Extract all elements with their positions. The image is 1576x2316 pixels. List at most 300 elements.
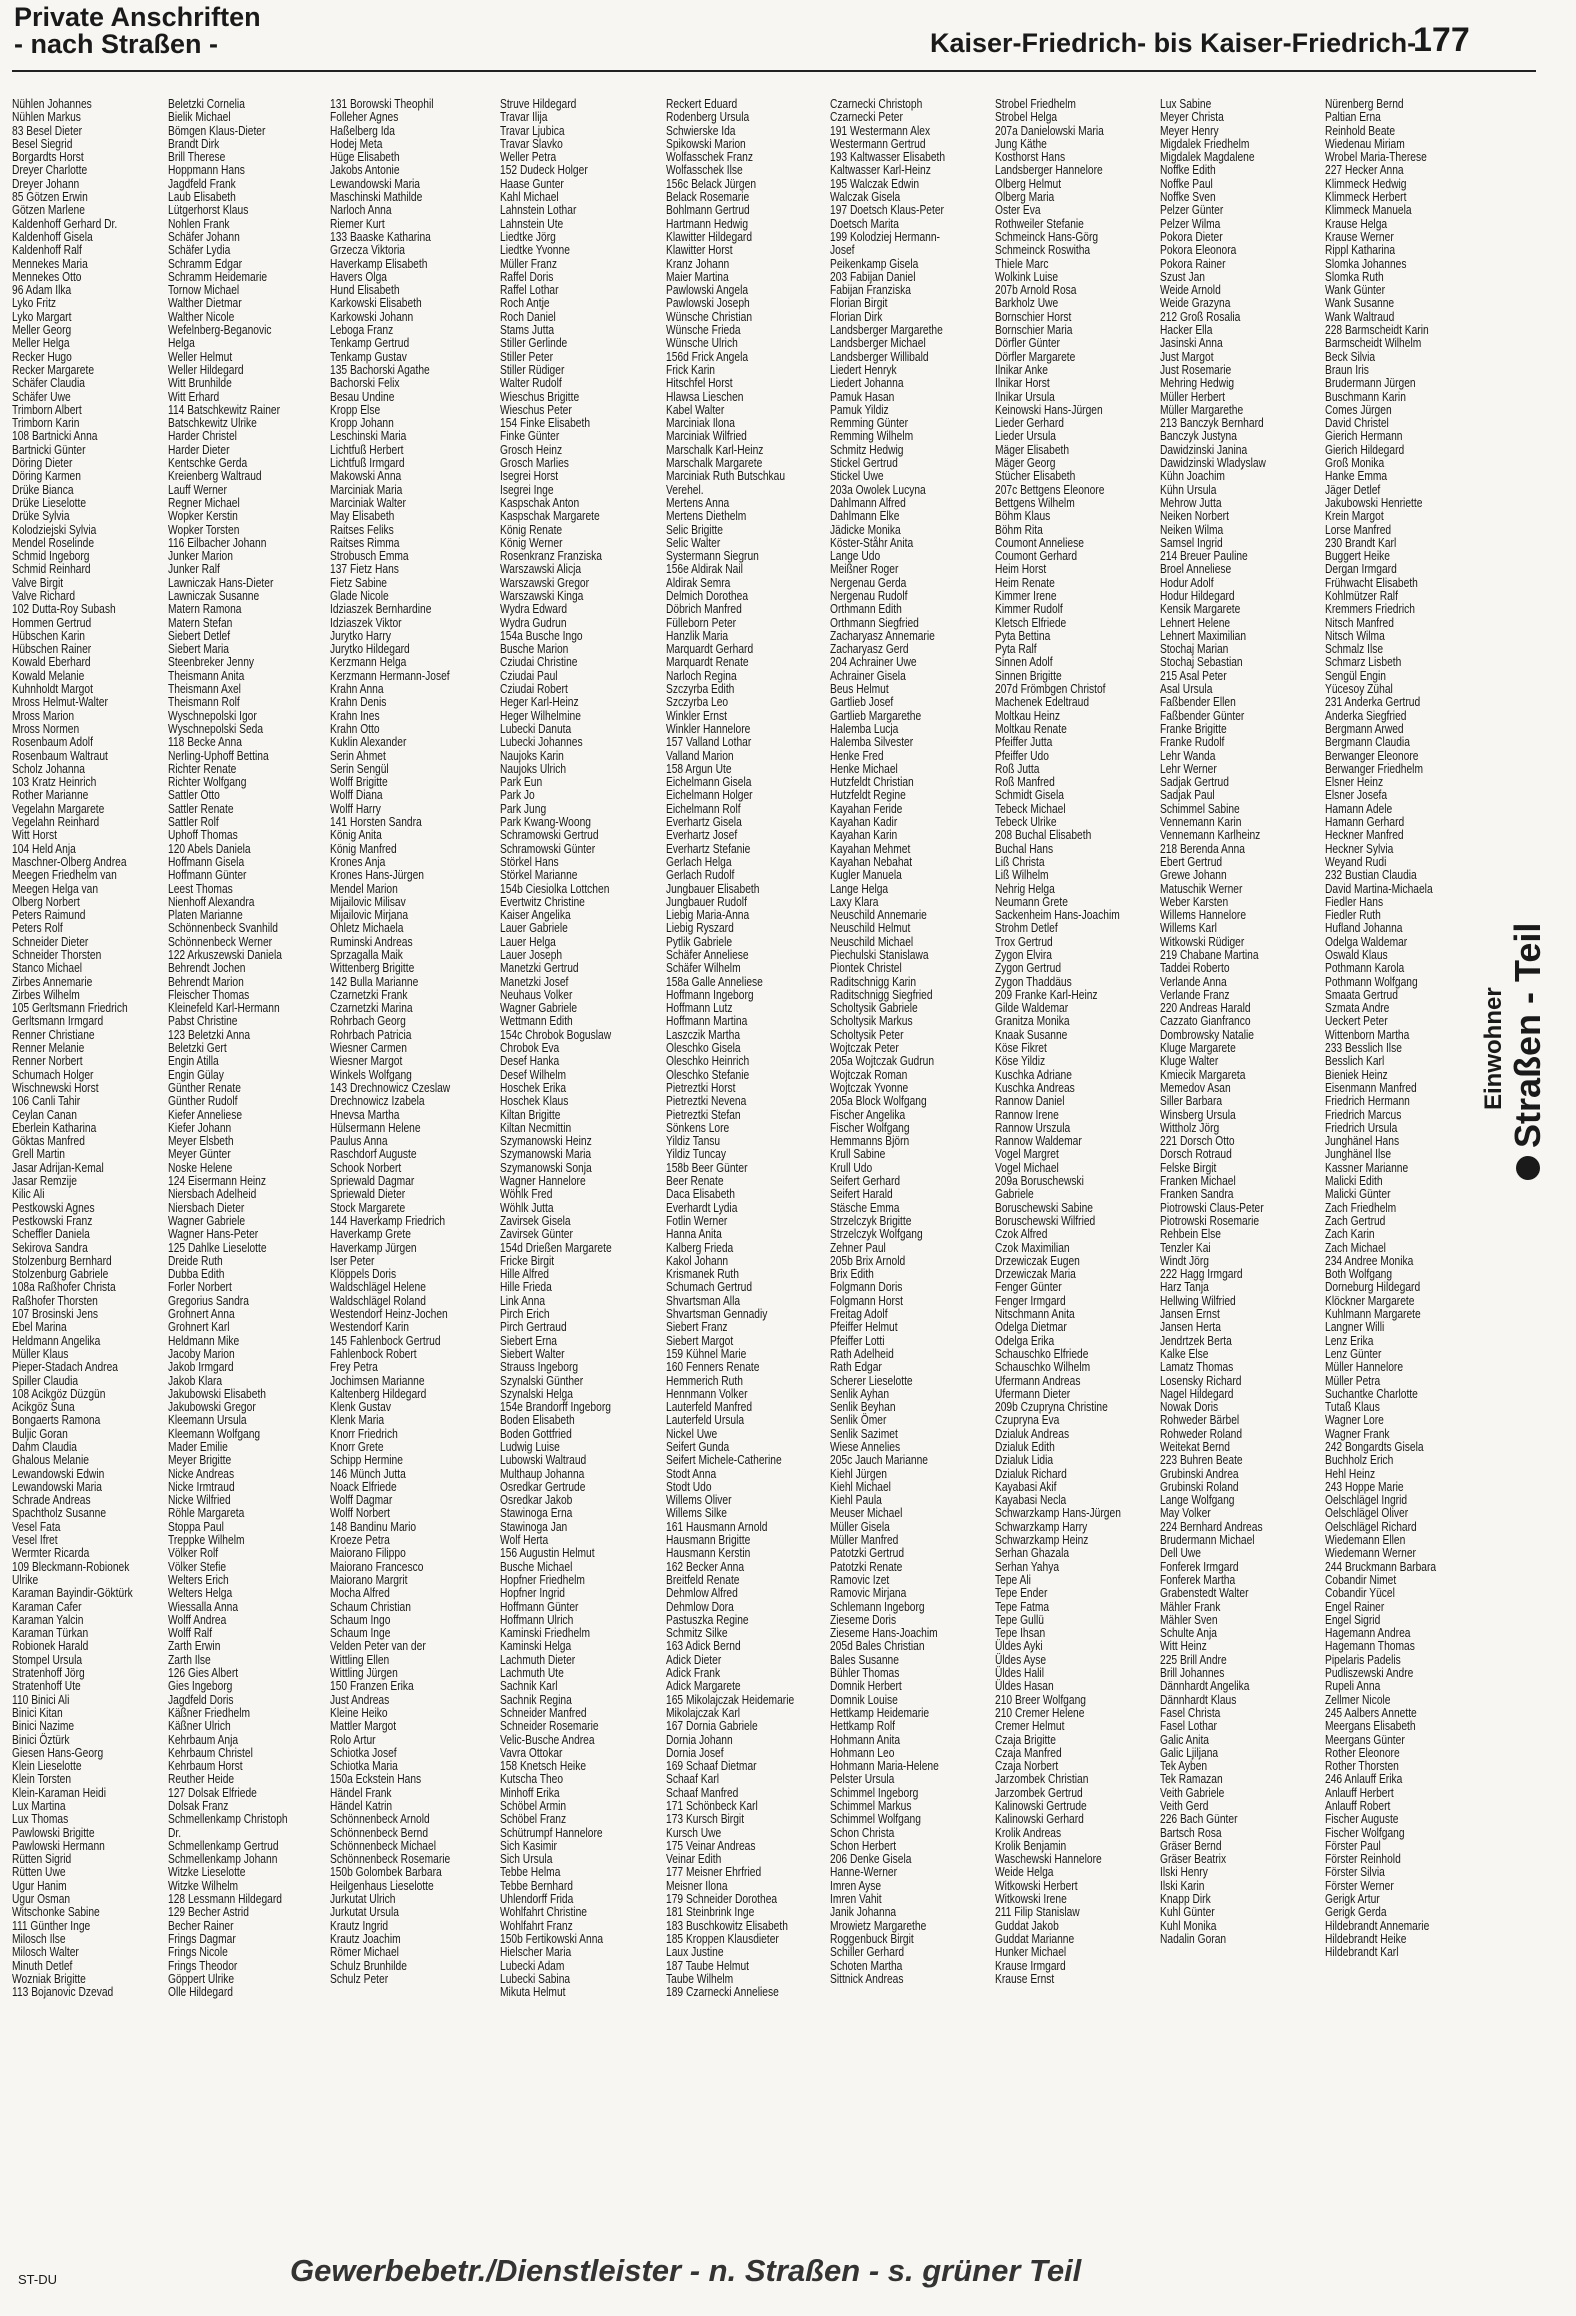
directory-entry: Kaspschak Margarete <box>500 509 600 524</box>
directory-entry: Nühlen Johannes <box>12 98 92 111</box>
directory-entry: Gerlach Rudolf <box>666 868 735 883</box>
directory-entry: Hübschen Karin <box>12 628 85 643</box>
directory-entry: Ceylan Canan <box>12 1107 77 1122</box>
directory-entry: Lawniczak Susanne <box>168 588 260 603</box>
directory-entry: Harz Tanja <box>1160 1280 1209 1295</box>
directory-entry: Franke Rudolf <box>1160 735 1225 750</box>
directory-entry: Robionek Harald <box>12 1639 89 1654</box>
directory-entry: Taube Wilhelm <box>666 1971 734 1986</box>
directory-entry: Meyer Henry <box>1160 123 1219 138</box>
directory-entry: Ugur Osman <box>12 1892 71 1907</box>
directory-entry: Lewandowski Edwin <box>12 1466 105 1481</box>
directory-entry: 126 Gies Albert <box>168 1666 239 1681</box>
directory-entry: Sattler Rolf <box>168 815 219 830</box>
directory-entry: 209a Boruschewski <box>995 1174 1084 1189</box>
directory-entry: Drüke Sylvia <box>12 509 70 524</box>
directory-entry: Jakobs Antonie <box>330 163 400 178</box>
directory-entry: 214 Breuer Pauline <box>1160 549 1248 564</box>
directory-entry: Patotzki Gertrud <box>830 1546 905 1561</box>
directory-entry: Kayabasi Necla <box>995 1493 1067 1508</box>
directory-entry: Reinhold Beate <box>1325 123 1396 138</box>
directory-entry: Anlauff Herbert <box>1325 1785 1394 1800</box>
directory-entry: Brudermann Jürgen <box>1325 376 1416 391</box>
directory-entry: Reckert Eduard <box>666 98 738 111</box>
directory-entry: Lütgerhorst Klaus <box>168 203 249 218</box>
directory-entry: Dörfler Margarete <box>995 349 1076 364</box>
directory-entry: Westendorf Karin <box>330 1320 410 1335</box>
directory-entry: Schaum Ingo <box>330 1612 391 1627</box>
directory-entry: Recker Hugo <box>12 349 72 364</box>
directory-entry: Schaum Inge <box>330 1626 391 1641</box>
directory-entry: Schoten Martha <box>830 1958 903 1973</box>
directory-entry: Kayabasi Akif <box>995 1479 1057 1494</box>
directory-entry: Bartnicki Günter <box>12 442 86 457</box>
directory-entry: Jakob Klara <box>168 1373 223 1388</box>
directory-entry: 203 Fabijan Daniel <box>830 269 916 284</box>
directory-column-5 <box>666 98 794 2273</box>
directory-entry: Tebeck Ulrike <box>995 815 1057 830</box>
directory-entry: 207d Frömbgen Christof <box>995 682 1106 697</box>
directory-entry: Spachtholz Susanne <box>12 1506 107 1521</box>
directory-entry: Völker Rolf <box>168 1546 219 1561</box>
directory-entry: Dörfler Günter <box>995 336 1060 351</box>
directory-entry: Wyschnepolski Igor <box>168 708 257 723</box>
directory-entry: Siller Barbara <box>1160 1094 1223 1109</box>
directory-entry: Rupeli Anna <box>1325 1679 1381 1694</box>
directory-entry: Neuschild Helmut <box>830 921 911 936</box>
directory-entry: König Manfred <box>330 841 397 856</box>
directory-entry: Oelschlägel Oliver <box>1325 1506 1409 1521</box>
directory-entry: Siebert Franz <box>666 1320 728 1335</box>
directory-entry: Heilgenhaus Lieselotte <box>330 1878 434 1893</box>
directory-entry: Wittling Jürgen <box>330 1666 398 1681</box>
directory-entry: Klawitter Horst <box>666 243 733 258</box>
directory-entry: Regner Michael <box>168 495 240 510</box>
directory-entry: Halemba Silvester <box>830 735 914 750</box>
directory-entry: Folgmann Doris <box>830 1280 903 1295</box>
directory-column-9 <box>1325 98 1436 2273</box>
directory-entry: Weller Hildegard <box>168 362 244 377</box>
directory-entry: Schaaf Manfred <box>666 1785 739 1800</box>
directory-entry: Osredkar Jakob <box>500 1493 573 1508</box>
directory-entry: 225 Brill Andre <box>1160 1652 1227 1667</box>
directory-entry: Kmiecik Margareta <box>1160 1067 1246 1082</box>
directory-entry: Czarnecki Christoph <box>830 98 923 111</box>
directory-entry: Hodur Adolf <box>1160 575 1214 590</box>
directory-entry: Zarth Erwin <box>168 1639 221 1654</box>
directory-entry: Eberlein Katharina <box>12 1120 97 1135</box>
directory-entry: Thiele Marc <box>995 256 1049 271</box>
directory-entry: Paulus Anna <box>330 1134 388 1149</box>
directory-entry: Pothmann Wolfgang <box>1325 974 1418 989</box>
directory-entry: Oelschlägel Ingrid <box>1325 1493 1408 1508</box>
directory-entry: Heim Horst <box>995 562 1047 577</box>
directory-entry: Everhartz Stefanie <box>666 841 751 856</box>
directory-entry: Zach Friedhelm <box>1325 1200 1397 1215</box>
directory-entry: Hagemann Thomas <box>1325 1639 1415 1654</box>
directory-entry: Mross Normen <box>12 721 80 736</box>
directory-entry: Remming Wilhelm <box>830 429 914 444</box>
directory-entry: Seifert Gunda <box>666 1439 730 1454</box>
directory-entry: 145 Fahlenbock Gertrud <box>330 1333 441 1348</box>
directory-entry: Welters Erich <box>168 1572 229 1587</box>
directory-entry: Schönnenbeck Rosemarie <box>330 1852 451 1867</box>
directory-entry: Besel Siegrid <box>12 136 73 151</box>
directory-entry: Machenek Edeltraud <box>995 695 1090 710</box>
directory-entry: Jung Käthe <box>995 136 1047 151</box>
directory-entry: Witschonke Sabine <box>12 1905 100 1920</box>
directory-entry: Hemmanns Björn <box>830 1134 910 1149</box>
directory-entry: Kayahan Kadir <box>830 815 898 830</box>
directory-entry: Willems Karl <box>1160 921 1217 936</box>
directory-entry: Lauterfeld Ursula <box>666 1413 745 1428</box>
directory-entry: Kiehl Jürgen <box>830 1466 887 1481</box>
directory-entry: Dahlmann Alfred <box>830 495 906 510</box>
directory-entry: Scholtysik Markus <box>830 1014 913 1029</box>
directory-entry: Henke Michael <box>830 761 898 776</box>
directory-entry: 208 Buchal Elisabeth <box>995 828 1092 843</box>
directory-entry: Wiesner Margot <box>330 1054 403 1069</box>
directory-entry: Walter Rudolf <box>500 376 562 391</box>
directory-entry: Fiedler Ruth <box>1325 908 1381 923</box>
directory-entry: Klöppels Doris <box>330 1267 397 1282</box>
directory-entry: Mocha Alfred <box>330 1586 390 1601</box>
directory-entry: Raitses Rimma <box>330 535 400 550</box>
directory-entry: König Anita <box>330 828 382 843</box>
directory-entry: Kuhl Monika <box>1160 1918 1217 1933</box>
directory-entry: Wünsche Christian <box>666 309 753 324</box>
directory-entry: Halemba Lucja <box>830 721 899 736</box>
directory-entry: Daca Elisabeth <box>666 1187 735 1202</box>
directory-entry: Pestkowski Franz <box>12 1213 93 1228</box>
directory-entry: Kabel Walter <box>666 402 725 417</box>
directory-entry: Besslich Karl <box>1325 1054 1385 1069</box>
directory-entry: Czaja Brigitte <box>995 1732 1056 1747</box>
directory-entry: Stücher Elisabeth <box>995 469 1076 484</box>
directory-entry: Szymanowski Maria <box>500 1147 592 1162</box>
directory-entry: Lehr Wanda <box>1160 748 1216 763</box>
directory-entry: Eichelmann Rolf <box>666 801 741 816</box>
directory-entry: Schneider Manfred <box>500 1705 587 1720</box>
directory-entry: Nehrig Helga <box>995 881 1055 896</box>
directory-entry: Hanna Anita <box>666 1227 722 1242</box>
directory-entry: Binici Kitan <box>12 1705 63 1720</box>
directory-entry: Idziaszek Viktor <box>330 615 402 630</box>
directory-entry: 169 Schaaf Dietmar <box>666 1759 757 1774</box>
directory-entry: Oleschko Gisela <box>666 1041 741 1056</box>
directory-entry: Jochimsen Marianne <box>330 1373 425 1388</box>
directory-entry: Junker Ralf <box>168 562 220 577</box>
directory-entry: Ludwig Luise <box>500 1439 560 1454</box>
directory-entry: Losensky Richard <box>1160 1373 1242 1388</box>
directory-entry: Elsner Josefa <box>1325 788 1388 803</box>
directory-entry: Witt Heinz <box>1160 1639 1207 1654</box>
directory-entry: Dännhardt Angelika <box>1160 1679 1250 1694</box>
directory-entry: 125 Dahlke Lieselotte <box>168 1240 267 1255</box>
directory-entry: Bömgen Klaus-Dieter <box>168 123 266 138</box>
directory-entry: Sich Kasimir <box>500 1838 557 1853</box>
directory-column-8 <box>1160 98 1266 2273</box>
directory-entry: Zach Karin <box>1325 1227 1375 1242</box>
directory-entry: Hanne-Werner <box>830 1865 898 1880</box>
directory-entry: Liedert Johanna <box>830 376 904 391</box>
directory-entry: Slomka Ruth <box>1325 269 1384 284</box>
directory-entry: Winkler Ernst <box>666 708 727 723</box>
directory-entry: Frey Petra <box>330 1360 378 1375</box>
directory-entry: Richter Renate <box>168 761 237 776</box>
directory-entry: 187 Taube Helmut <box>666 1958 750 1973</box>
directory-entry: 122 Arkuszewski Daniela <box>168 948 282 962</box>
directory-entry: Fischer Wolfgang <box>1325 1825 1405 1840</box>
directory-entry: Szmata Andre <box>1325 1001 1390 1016</box>
directory-entry: Kranz Johann <box>666 256 730 271</box>
directory-entry: Dornia Johann <box>666 1732 733 1747</box>
directory-entry: Kuklin Alexander <box>330 735 407 750</box>
directory-entry: Ilnikar Ursula <box>995 389 1055 404</box>
directory-entry: Noffke Paul <box>1160 176 1213 191</box>
directory-entry: Fleischer Thomas <box>168 987 250 1002</box>
directory-entry: Stickel Uwe <box>830 469 884 484</box>
directory-entry: Piotrowski Rosemarie <box>1160 1213 1260 1228</box>
directory-entry: Pietreztki Horst <box>666 1080 736 1095</box>
directory-entry: 209b Czupryna Christine <box>995 1400 1108 1415</box>
directory-entry: Desef Hanka <box>500 1054 560 1069</box>
directory-entry: Krull Udo <box>830 1160 873 1175</box>
directory-entry: Gerigk Gerda <box>1325 1905 1387 1920</box>
directory-entry: Lubecki Danuta <box>500 721 572 736</box>
directory-entry: Stawinoga Erna <box>500 1506 573 1521</box>
directory-entry: Pokora Dieter <box>1160 229 1223 244</box>
directory-entry: 135 Bachorski Agathe <box>330 362 430 377</box>
directory-entry: 148 Bandinu Mario <box>330 1519 417 1534</box>
directory-entry: Witkowski Rüdiger <box>1160 934 1245 949</box>
directory-entry: Schmitz Silke <box>666 1626 728 1641</box>
directory-entry: Giesen Hans-Georg <box>12 1745 104 1760</box>
directory-entry: Sadjak Paul <box>1160 788 1215 803</box>
directory-entry: Piechulski Stanislawa <box>830 948 929 962</box>
directory-entry: Üldes Ayse <box>995 1652 1047 1667</box>
directory-entry: Bongaerts Ramona <box>12 1413 101 1428</box>
directory-entry: Braun Iris <box>1325 362 1369 377</box>
directory-entry: Treppke Wilhelm <box>168 1533 245 1548</box>
directory-entry: Nürenberg Bernd <box>1325 98 1404 111</box>
directory-entry: Park Eun <box>500 775 543 790</box>
directory-entry: Schäfer Wilhelm <box>666 961 741 976</box>
directory-entry: 226 Bach Günter <box>1160 1812 1238 1827</box>
directory-entry: Jasar Remzije <box>12 1174 77 1189</box>
directory-entry: Fischer Auguste <box>1325 1812 1399 1827</box>
directory-entry: Zach Gertrud <box>1325 1213 1386 1228</box>
directory-entry: Frings Nicole <box>168 1945 228 1960</box>
directory-entry: Schönnenbeck Bernd <box>330 1825 429 1840</box>
directory-entry: Karkowski Elisabeth <box>330 296 422 311</box>
directory-entry: Tebbe Bernhard <box>500 1878 573 1893</box>
directory-entry: Zygon Elvira <box>995 948 1052 962</box>
directory-entry: 160 Fenners Renate <box>666 1360 760 1375</box>
directory-entry: Roggenbuck Birgit <box>830 1931 914 1946</box>
directory-entry: 158b Beer Günter <box>666 1160 748 1175</box>
directory-entry: Lauer Gabriele <box>500 921 568 936</box>
directory-entry: Rosenbaum Adolf <box>12 735 93 750</box>
directory-entry: Trimborn Albert <box>12 402 82 417</box>
directory-entry: Veith Gerd <box>1160 1799 1209 1813</box>
directory-entry: Schmid Ingeborg <box>12 549 90 564</box>
directory-entry: Weide Grazyna <box>1160 296 1231 311</box>
directory-entry: Dombrowsky Natalie <box>1160 1027 1254 1042</box>
directory-entry: Idziaszek Bernhardine <box>330 602 432 617</box>
directory-entry: Czok Alfred <box>995 1227 1048 1242</box>
directory-entry: Störkel Hans <box>500 854 559 869</box>
directory-entry: Odelga Waldemar <box>1325 934 1408 949</box>
directory-entry: Piotrowski Claus-Peter <box>1160 1200 1264 1215</box>
directory-entry: Nitschmann Anita <box>995 1307 1075 1322</box>
directory-entry: 242 Bongardts Gisela <box>1325 1439 1424 1454</box>
directory-entry: Wolff Andrea <box>168 1612 227 1627</box>
directory-entry: Buchholz Erich <box>1325 1453 1394 1468</box>
directory-entry: Kalke Else <box>1160 1346 1209 1361</box>
directory-entry: Anlauff Robert <box>1325 1799 1391 1813</box>
directory-entry: Senlik Ayhan <box>830 1386 890 1401</box>
directory-entry: Schmeinck Hans-Görg <box>995 229 1099 244</box>
directory-entry: Brandt Dirk <box>168 136 220 151</box>
directory-entry: 215 Asal Peter <box>1160 668 1227 683</box>
directory-entry: Senlik Ömer <box>830 1413 887 1428</box>
directory-entry: Scheffler Daniela <box>12 1227 90 1242</box>
directory-entry: Tepe Ali <box>995 1572 1031 1587</box>
directory-entry: Forler Norbert <box>168 1280 232 1295</box>
directory-entry: 120 Abels Daniela <box>168 841 251 856</box>
directory-entry: Müller Klaus <box>12 1346 69 1361</box>
directory-entry: Szczyrba Leo <box>666 695 729 710</box>
directory-entry: Schwarzkamp Heinz <box>995 1533 1089 1548</box>
directory-entry: Maiorano Filippo <box>330 1546 406 1561</box>
directory-entry: Roch Daniel <box>500 309 556 324</box>
directory-entry: Dubba Edith <box>168 1267 225 1282</box>
directory-entry: Frühwacht Elisabeth <box>1325 575 1418 590</box>
directory-entry: Hettkamp Rolf <box>830 1719 895 1734</box>
directory-entry: Jungbauer Elisabeth <box>666 881 760 896</box>
directory-entry: Pipelaris Padelis <box>1325 1652 1401 1667</box>
bullet-icon <box>1516 1156 1540 1180</box>
directory-entry: Kehrbaum Christel <box>168 1745 253 1760</box>
directory-entry: Schneider Thorsten <box>12 948 102 962</box>
directory-entry: 144 Haverkamp Friedrich <box>330 1213 446 1228</box>
directory-entry: Kremmers Friedrich <box>1325 602 1415 617</box>
directory-entry: 158 Knetsch Heike <box>500 1759 587 1774</box>
directory-entry: Link Anna <box>500 1293 546 1308</box>
directory-entry: Schneider Dieter <box>12 934 89 949</box>
directory-entry: Meller Georg <box>12 323 72 338</box>
directory-entry: Kuhlmann Margarete <box>1325 1307 1421 1322</box>
directory-entry: Schmellenkamp Gertrud <box>168 1838 279 1853</box>
directory-entry: Dawidzinski Janina <box>1160 442 1248 457</box>
directory-entry: Felske Birgit <box>1160 1160 1217 1175</box>
directory-entry: Borgardts Horst <box>12 150 84 165</box>
directory-entry: Roch Antje <box>500 296 550 311</box>
directory-entry: 205d Bales Christian <box>830 1639 925 1654</box>
directory-entry: 96 Adam Ilka <box>12 283 72 298</box>
directory-entry: Wieschus Peter <box>500 402 572 417</box>
directory-entry: Friedrich Hermann <box>1325 1094 1410 1109</box>
directory-entry: 163 Adick Bernd <box>666 1639 741 1654</box>
directory-entry: Peikenkamp Gisela <box>830 256 919 271</box>
directory-entry: Stodt Anna <box>666 1466 717 1481</box>
directory-entry: König Renate <box>500 522 563 537</box>
directory-entry: Hodej Meta <box>330 136 383 151</box>
directory-entry: 223 Buhren Beate <box>1160 1453 1243 1468</box>
directory-entry: Jurkutat Ursula <box>330 1905 399 1920</box>
directory-entry: Jurkutat Ulrich <box>330 1892 396 1907</box>
directory-entry: Serin Ahmet <box>330 748 386 763</box>
directory-entry: Stiller Rüdiger <box>500 362 565 377</box>
directory-entry: 154a Busche Ingo <box>500 628 583 643</box>
directory-entry: Delmich Dorothea <box>666 588 749 603</box>
directory-entry: Naujoks Ulrich <box>500 761 567 776</box>
directory-entry: Zirbes Annemarie <box>12 974 93 989</box>
directory-entry: Lachmuth Dieter <box>500 1652 576 1667</box>
directory-entry: Brill Johannes <box>1160 1666 1225 1681</box>
directory-entry: Stochaj Sebastian <box>1160 655 1243 670</box>
directory-entry: Witt Erhard <box>168 389 220 404</box>
directory-entry: Zavirsek Gisela <box>500 1213 571 1228</box>
directory-entry: Hohmann Maria-Helene <box>830 1759 939 1774</box>
directory-entry: Grosch Marlies <box>500 456 569 471</box>
directory-entry: Ruminski Andreas <box>330 934 413 949</box>
directory-entry: Neiken Norbert <box>1160 509 1229 524</box>
directory-entry: Drüke Lieselotte <box>12 495 87 510</box>
directory-entry: Mäger Georg <box>995 456 1056 471</box>
directory-entry: Götzen Marlene <box>12 203 85 218</box>
directory-entry: Gerltsmann Irmgard <box>12 1014 104 1029</box>
directory-entry: Vogel Margret <box>995 1147 1059 1162</box>
directory-entry: Kehrbaum Anja <box>168 1732 239 1747</box>
directory-entry: Kuhl Günter <box>1160 1905 1215 1920</box>
directory-entry: Everhartz Josef <box>666 828 738 843</box>
directory-entry: 189 Czarnecki Anneliese <box>666 1985 779 2000</box>
directory-entry: Riemer Kurt <box>330 216 385 231</box>
directory-entry: Wojtczak Peter <box>830 1041 899 1056</box>
directory-entry: 110 Binici Ali <box>12 1692 70 1707</box>
directory-entry: Wiesner Carmen <box>330 1041 407 1056</box>
directory-entry: Domnik Louise <box>830 1692 898 1707</box>
directory-entry: Paltian Erna <box>1325 110 1381 125</box>
directory-entry: Kühn Ursula <box>1160 482 1217 497</box>
directory-entry: 109 Bleckmann-Robionek <box>12 1559 130 1574</box>
directory-entry: Niersbach Dieter <box>168 1200 245 1215</box>
directory-entry: Köse Fikret <box>995 1041 1047 1056</box>
directory-entry: Krolik Andreas <box>995 1825 1062 1840</box>
directory-entry: Cziudai Paul <box>500 668 558 683</box>
directory-entry: Lubecki Johannes <box>500 735 583 750</box>
directory-entry: Marschalk Karl-Heinz <box>666 442 764 457</box>
directory-entry: Schönnenbeck Michael <box>330 1838 436 1853</box>
directory-entry: Yildiz Tuncay <box>666 1147 727 1162</box>
directory-entry: Mattler Margot <box>330 1719 397 1734</box>
directory-entry: Wopker Kerstin <box>168 509 238 524</box>
directory-entry: Laxy Klara <box>830 894 879 909</box>
directory-entry: Pothmann Karola <box>1325 961 1405 976</box>
directory-entry: Bachorski Felix <box>330 376 400 391</box>
directory-entry: Ramovic Mirjana <box>830 1586 907 1601</box>
directory-entry: Drzewiczak Eugen <box>995 1253 1080 1268</box>
directory-entry: Hanke Emma <box>1325 469 1388 484</box>
directory-entry: Vesel Fata <box>12 1519 61 1534</box>
directory-entry: Wünsche Frieda <box>666 323 741 338</box>
directory-entry: Nohlen Frank <box>168 216 230 231</box>
directory-entry: Witt Brunhilde <box>168 376 232 391</box>
directory-entry: Wydra Gudrun <box>500 615 567 630</box>
directory-entry: Walczak Gisela <box>830 190 901 205</box>
